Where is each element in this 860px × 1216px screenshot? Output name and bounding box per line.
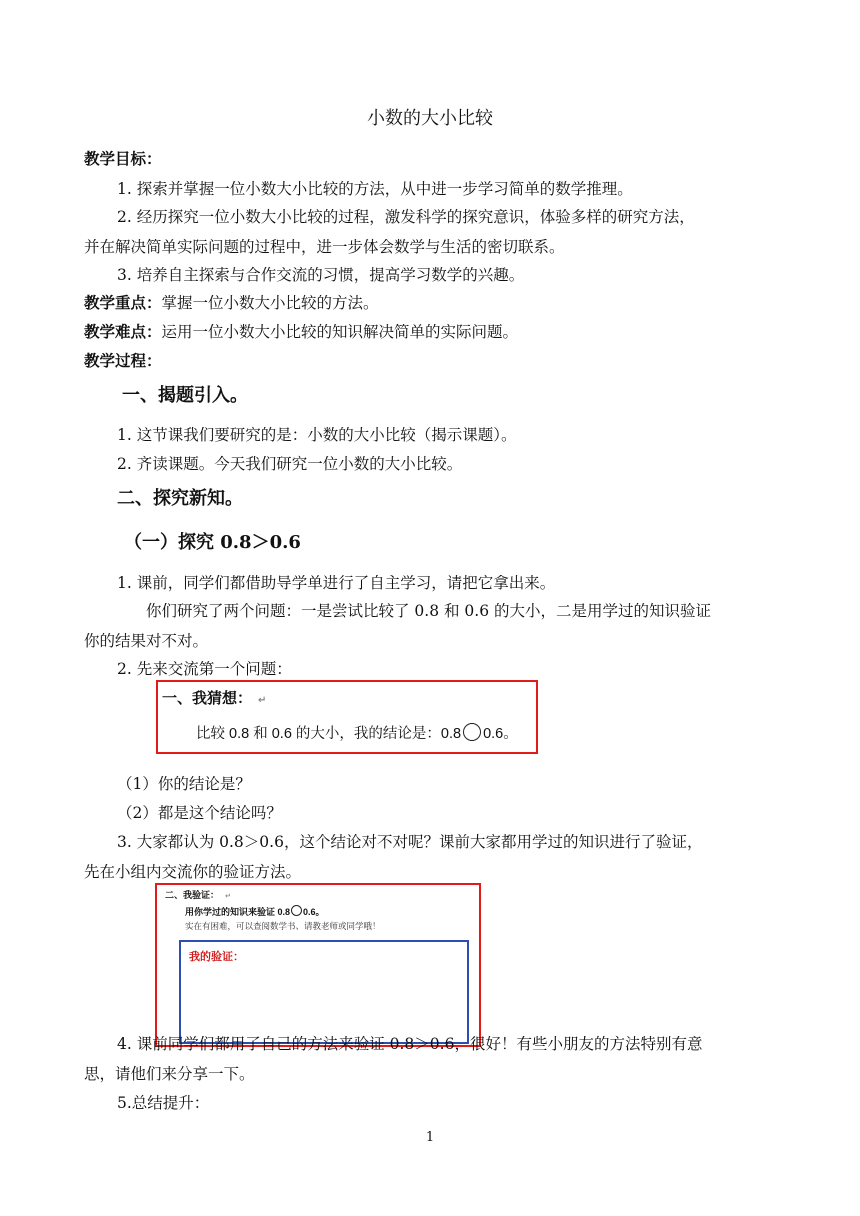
objective-item: 1. 探索并掌握一位小数大小比较的方法，从中进一步学习简单的数学推理。 — [117, 180, 633, 198]
section1-item: 1. 这节课我们要研究的是：小数的大小比较（揭示课题）。 — [117, 426, 517, 444]
guess-text-before: 比较 0.8 和 0.6 的大小，我的结论是：0.8 — [196, 726, 462, 742]
question-2: （2）都是这个结论吗？ — [117, 804, 282, 822]
step1-line3: 你的结果对不对。 — [84, 632, 209, 650]
blank-circle-icon — [291, 905, 302, 916]
guess-text-after: 0.6。 — [483, 726, 518, 742]
key-point-label: 教学重点： — [84, 293, 162, 312]
guess-title-text: 一、我猜想： — [162, 690, 253, 707]
difficulty-text: 运用一位小数大小比较的知识解决简单的实际问题。 — [161, 323, 519, 341]
step4-line2: 思，请他们来分享一下。 — [84, 1065, 255, 1083]
page-title: 小数的大小比较 — [367, 108, 493, 129]
return-mark-icon: ↵ — [258, 695, 267, 706]
guess-text — [196, 722, 518, 743]
section1-item: 2. 齐读课题。今天我们研究一位小数的大小比较。 — [117, 455, 463, 473]
blank-circle-icon — [463, 723, 481, 741]
difficulty — [84, 320, 518, 342]
verify-title — [165, 888, 231, 901]
verify-title-text: 二、我验证： — [165, 890, 220, 900]
guess-screenshot — [156, 680, 538, 754]
key-point-text: 掌握一位小数大小比较的方法。 — [161, 294, 379, 312]
section2-heading: 二、探究新知。 — [117, 488, 243, 509]
verify-line1 — [185, 905, 325, 918]
step4-line1: 4. 课前同学们都用了自己的方法来验证 0.8＞0.6，很好！有些小朋友的方法特别有意 — [117, 1035, 703, 1053]
guess-title — [162, 687, 266, 708]
objective-item: 3. 培养自主探索与合作交流的习惯，提高学习数学的兴趣。 — [117, 266, 525, 284]
step3-line2: 先在小组内交流你的验证方法。 — [84, 863, 302, 881]
verify-screenshot — [155, 883, 481, 1047]
step1: 1. 课前，同学们都借助导学单进行了自主学习，请把它拿出来。 — [117, 574, 556, 592]
section1-heading: 一、揭题引入。 — [122, 385, 248, 406]
inner-title: 我的验证： — [189, 951, 244, 963]
question-1: （1）你的结论是？ — [117, 775, 251, 793]
section2-subheading: （一）探究 0.8＞0.6 — [124, 532, 301, 553]
objective-item-continued: 并在解决简单实际问题的过程中，进一步体会数学与生活的密切联系。 — [84, 238, 565, 256]
page-number: 1 — [425, 1130, 435, 1145]
process-label: 教学过程： — [84, 351, 162, 370]
step1-line2: 你们研究了两个问题：一是尝试比较了 0.8 和 0.6 的大小，二是用学过的知识验证 — [146, 602, 712, 620]
key-point — [84, 291, 379, 313]
objective-item: 2. 经历探究一位小数大小比较的过程，激发科学的探究意识，体验多样的研究方法， — [117, 208, 695, 226]
return-mark-icon: ↵ — [225, 893, 231, 900]
verify-inner-box — [179, 940, 469, 1044]
objectives-label: 教学目标： — [84, 149, 162, 168]
step2: 2. 先来交流第一个问题： — [117, 660, 292, 678]
step3-line1: 3. 大家都认为 0.8＞0.6，这个结论对不对呢？课前大家都用学过的知识进行了验证， — [117, 833, 703, 851]
difficulty-label: 教学难点： — [84, 322, 162, 341]
step5: 5.总结提升： — [117, 1094, 210, 1112]
verify-line1-after: 0.6。 — [303, 907, 325, 917]
verify-line1-before: 用你学过的知识来验证 0.8 — [185, 907, 291, 917]
verify-line2: 实在有困难，可以查阅数学书、请教老师或同学哦！ — [185, 921, 381, 931]
